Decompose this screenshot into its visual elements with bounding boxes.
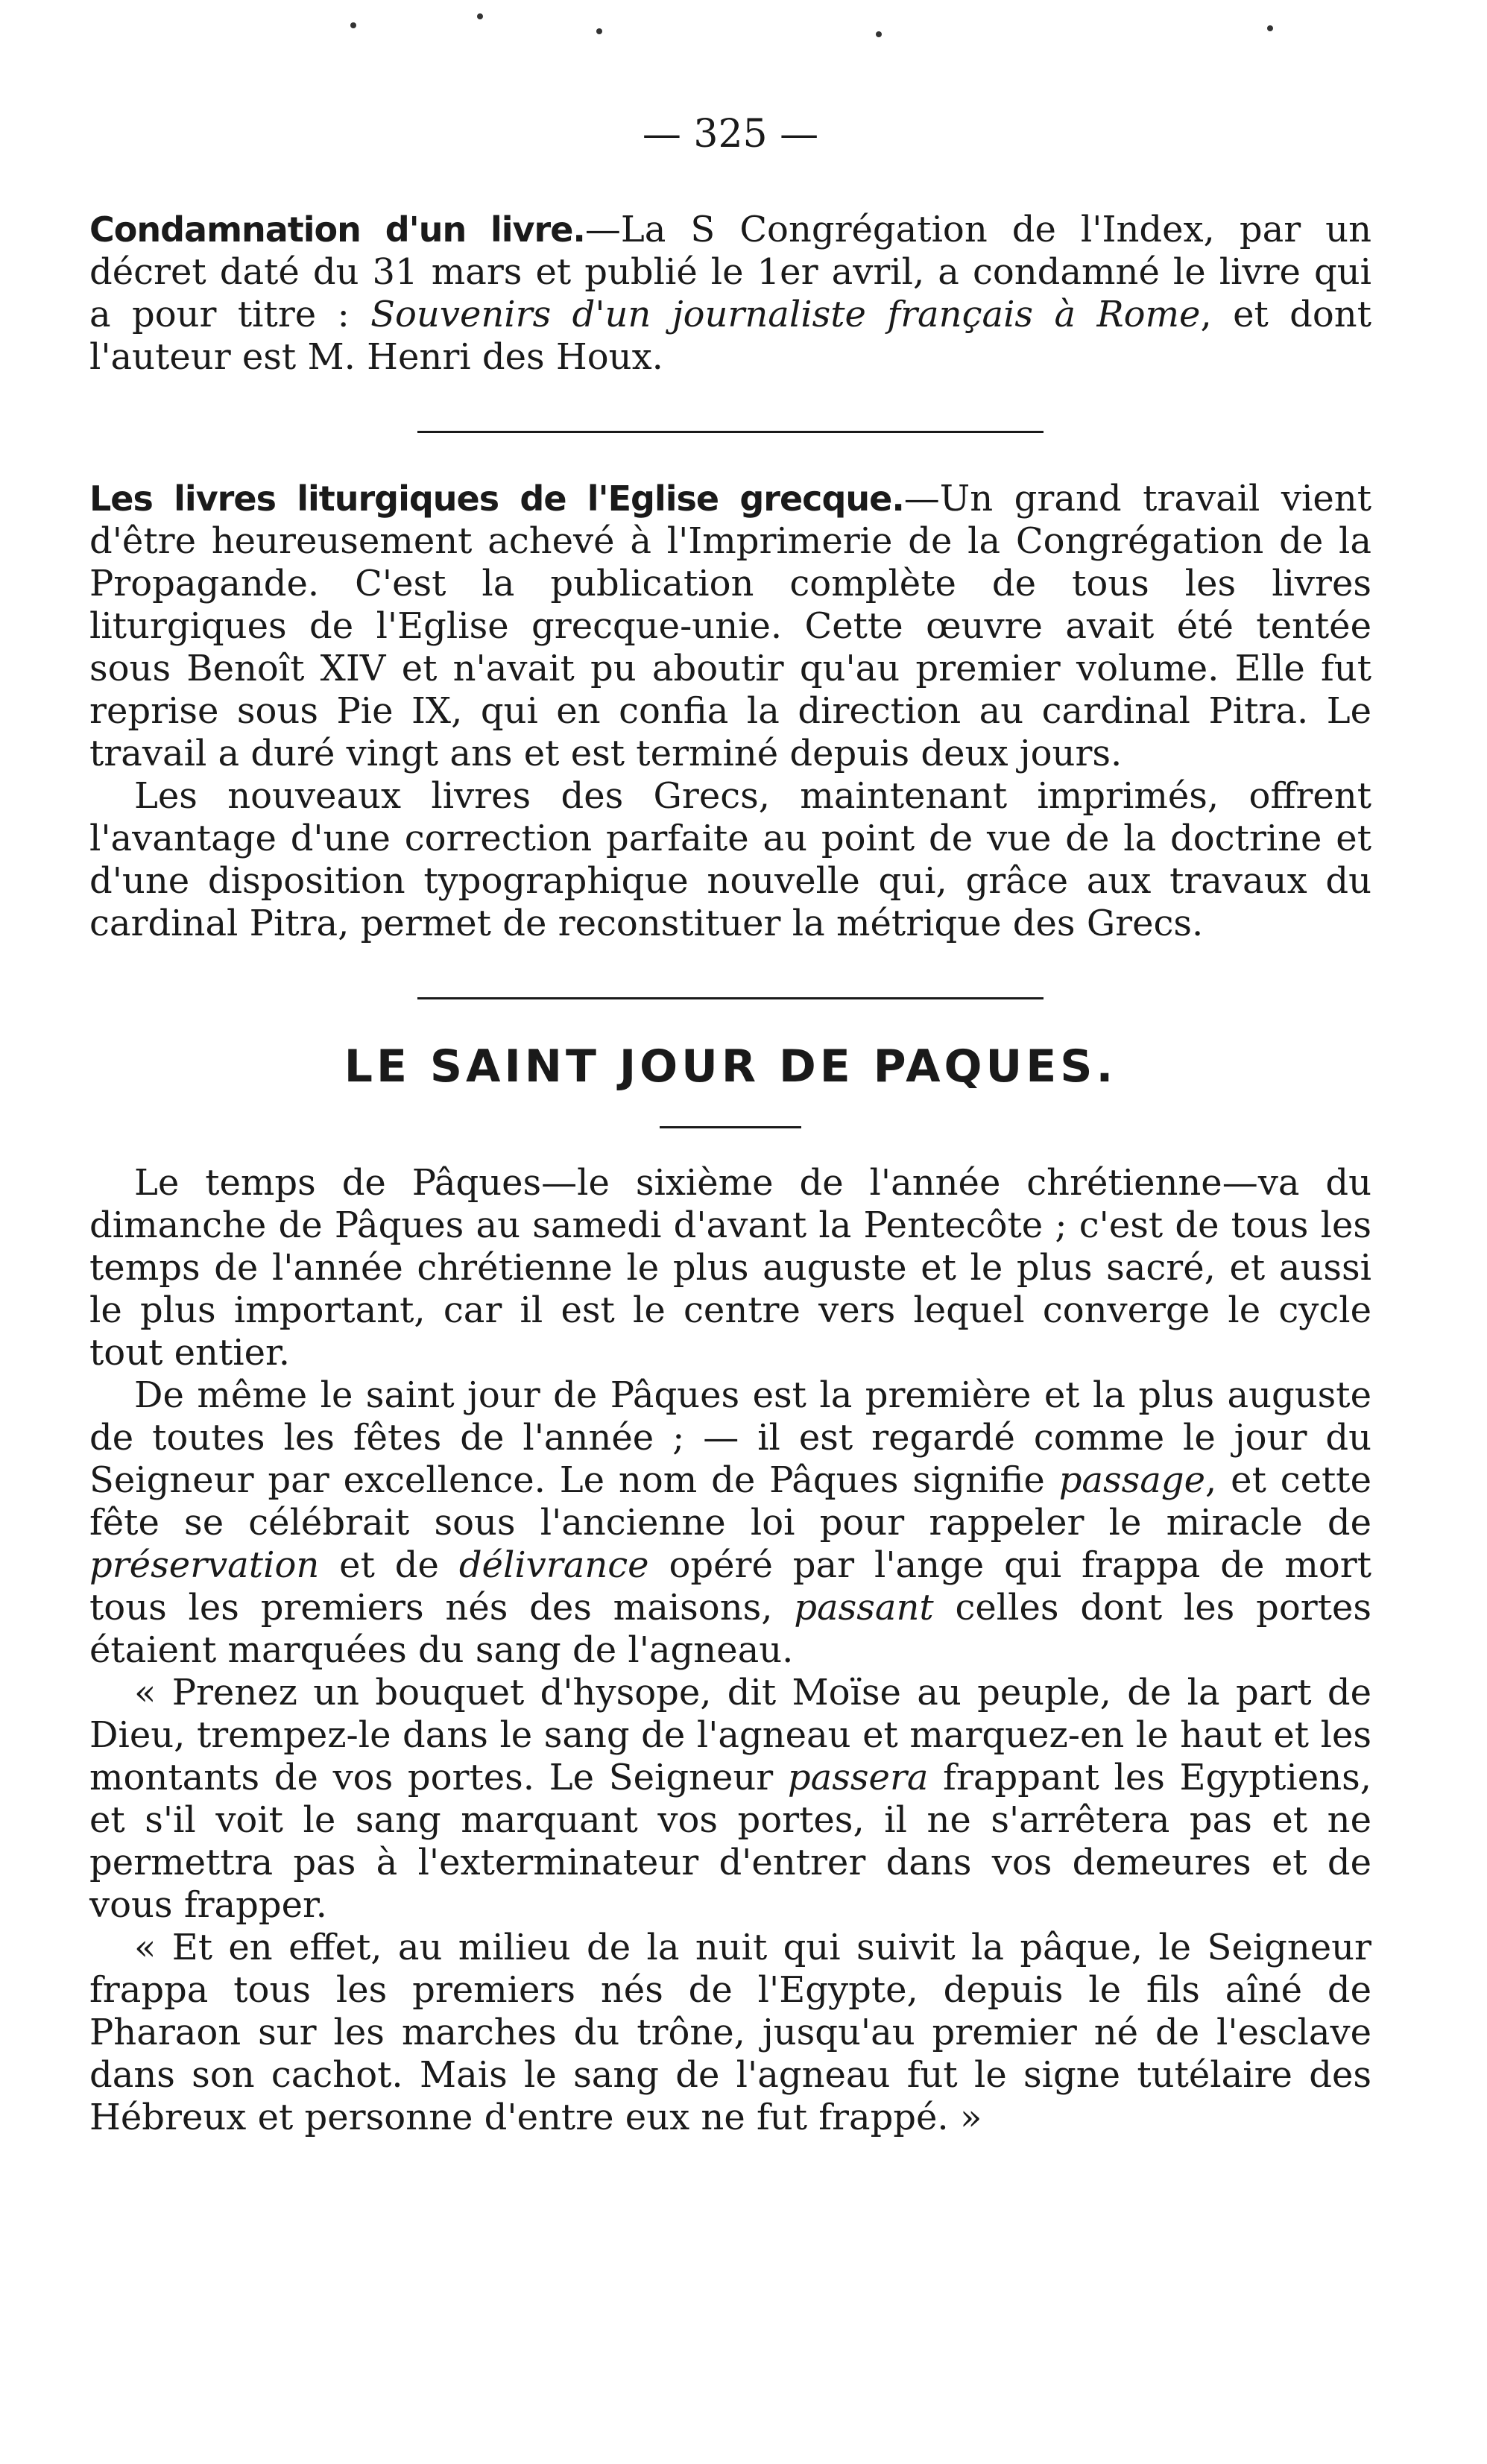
article-paragraph (89, 1672, 1371, 1927)
notice-heading: Les livres liturgiques de l'Eglise grecque. (89, 478, 904, 519)
article-title: LE SAINT JOUR DE PAQUES. (344, 1040, 1117, 1093)
print-speck (596, 28, 602, 34)
page-number: — 325 — (642, 112, 819, 157)
notice-text: —La S Congrégation de l'Index, par un décret daté du 31 mars et publié le 1er avril, a condamné le livre qui a pour titre : (89, 209, 1371, 335)
article-paragraph: « Et en effet, au milieu de la nuit qui suivit la pâque, le Seigneur frappa tous les premiers nés de l'Egypte, depuis le fils aîné de Pharaon sur les marches du trône, jusqu'au premier né de l'esclave dans son cachot. Mais le sang de l'agneau fut le signe tutélaire des Hébreux et personne d'entre eux ne fut frappé. » (89, 1927, 1371, 2138)
italic-term: passage (1058, 1459, 1206, 1501)
article-text: « Prenez un bouquet d'hysope, dit Moïse au peuple, de la part de Dieu, trempez-le dans le sang de l'agneau et marquez-en le haut et les montants de vos portes. Le Seigneur (89, 1672, 1371, 1798)
print-speck (477, 13, 483, 19)
print-speck (350, 22, 356, 28)
article-paragraph (89, 1374, 1371, 1672)
article-text: frappant les Egyptiens, et s'il voit le sang marquant vos portes, il ne s'arrêtera pas et ne permettra pas à l'exterminateur d'entrer dans vos demeures et de vous frapper. (89, 1757, 1371, 1926)
notice-condamnation (89, 209, 1371, 379)
notice-heading: Condamnation d'un livre. (89, 209, 585, 250)
article-text: et de (319, 1544, 459, 1586)
notice-text: , et dont l'auteur est M. Henri des Houx. (89, 294, 1372, 378)
italic-term: passera (787, 1757, 929, 1798)
article-text: , et cette fête se célébrait sous l'ancienne loi pour rappeler le miracle de (89, 1459, 1372, 1544)
print-speck (1267, 25, 1273, 31)
notice-paragraph: Les nouveaux livres des Grecs, maintenant imprimés, offrent l'avantage d'une correction parfaite au point de vue de la doctrine et d'une disposition typographique nouvelle qui, grâce aux travaux du cardinal Pitra, permet de reconstituer la métrique des Grecs. (89, 775, 1371, 944)
italic-term: passant (794, 1587, 934, 1629)
separator-rule (417, 997, 1044, 999)
italic-term: préservation (89, 1544, 320, 1586)
notice-livres-liturgiques (89, 478, 1371, 775)
article-text: opéré par l'ange qui frappa de mort tous les premiers nés des maisons, (89, 1544, 1371, 1629)
article-text: celles dont les portes étaient marquées du sang de l'agneau. (89, 1587, 1371, 1671)
print-speck (876, 31, 882, 37)
notice-text: —Un grand travail vient d'être heureusement achevé à l'Imprimerie de la Congrégation de la Propagande. C'est la publication complète de tous les livres liturgiques de l'Eglise grecque-unie. Cette œuvre avait été tentée sous Benoît XIV et n'avait pu aboutir qu'au premier volume. Elle fut reprise sous Pie IX, qui en confia la direction au cardinal Pitra. Le travail a duré vingt ans et est terminé depuis deux jours. (89, 478, 1371, 774)
italic-term: délivrance (458, 1544, 649, 1586)
article-text: De même le saint jour de Pâques est la première et la plus auguste de toutes les fêtes de l'année ; — il est regardé comme le jour du Seigneur par excellence. Le nom de Pâques signifie (89, 1374, 1371, 1501)
book-title: Souvenirs d'un journaliste français à Rome (370, 294, 1201, 335)
article-paragraph: Le temps de Pâques—le sixième de l'année chrétienne—va du dimanche de Pâques au samedi d'avant la Pentecôte ; c'est de tous les temps de l'année chrétienne le plus auguste et le plus sacré, et aussi le plus important, car il est le centre vers lequel converge le cycle tout entier. (89, 1162, 1371, 1374)
page (89, 112, 1371, 2139)
